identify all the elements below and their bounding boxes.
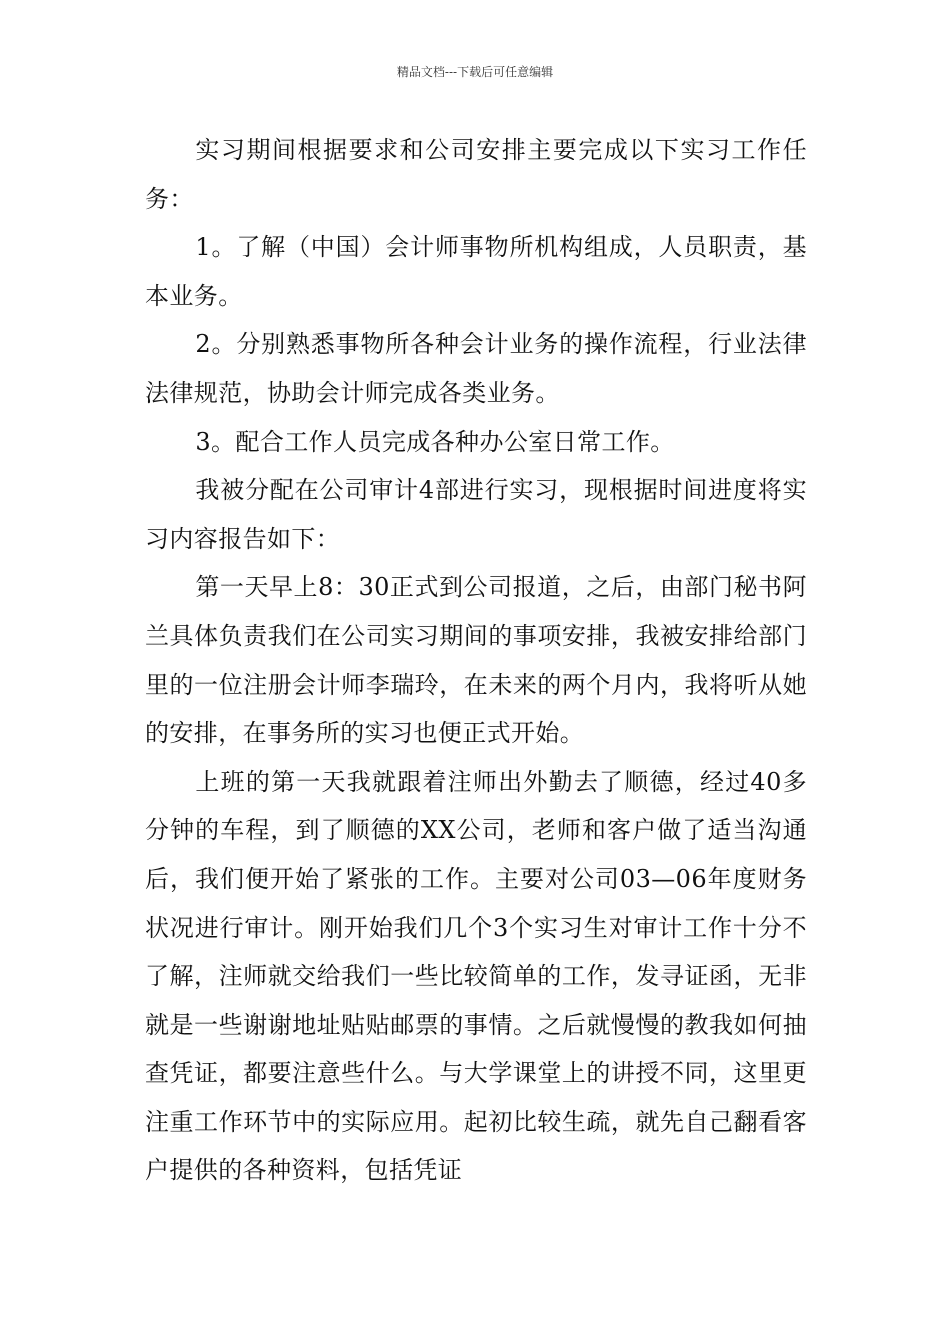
paragraph-task-2: 2。分别熟悉事物所各种会计业务的操作流程，行业法律法律规范，协助会计师完成各类业务。	[145, 330, 807, 407]
paragraph-intro: 实习期间根据要求和公司安排主要完成以下实习工作任务：	[145, 136, 807, 213]
paragraph-fieldwork: 上班的第一天我就跟着注师出外勤去了顺德，经过40多分钟的车程，到了顺德的XX公司，老师和客户做了适当沟通后，我们便开始了紧张的工作。主要对公司03—06年度财务状况进行审计。刚开始我们几个3个实习生对审计工作十分不了解，注师就交给我们一些比较简单的工作，发寻证函，无非就是一些谢谢地址贴贴邮票的事情。之后就慢慢的教我如何抽查凭证，都要注意些什么。与大学课堂上的讲授不同，这里更注重工作环节中的实际应用。起初比较生疏，就先自己翻看客户提供的各种资料，包括凭证	[145, 767, 807, 1185]
document-body	[145, 126, 807, 1195]
paragraph-task-1: 1。了解（中国）会计师事物所机构组成，人员职责，基本业务。	[145, 233, 807, 310]
page-header: 精品文档---下载后可任意编辑	[396, 65, 554, 79]
paragraph-first-day: 第一天早上8：30正式到公司报道，之后，由部门秘书阿兰具体负责我们在公司实习期间的事项安排，我被安排给部门里的一位注册会计师李瑞玲，在未来的两个月内，我将听从她的安排，在事务所的实习也便正式开始。	[145, 573, 807, 748]
paragraph-task-3: 3。配合工作人员完成各种办公室日常工作。	[195, 427, 675, 456]
paragraph-assignment: 我被分配在公司审计4部进行实习，现根据时间进度将实习内容报告如下：	[145, 476, 807, 553]
